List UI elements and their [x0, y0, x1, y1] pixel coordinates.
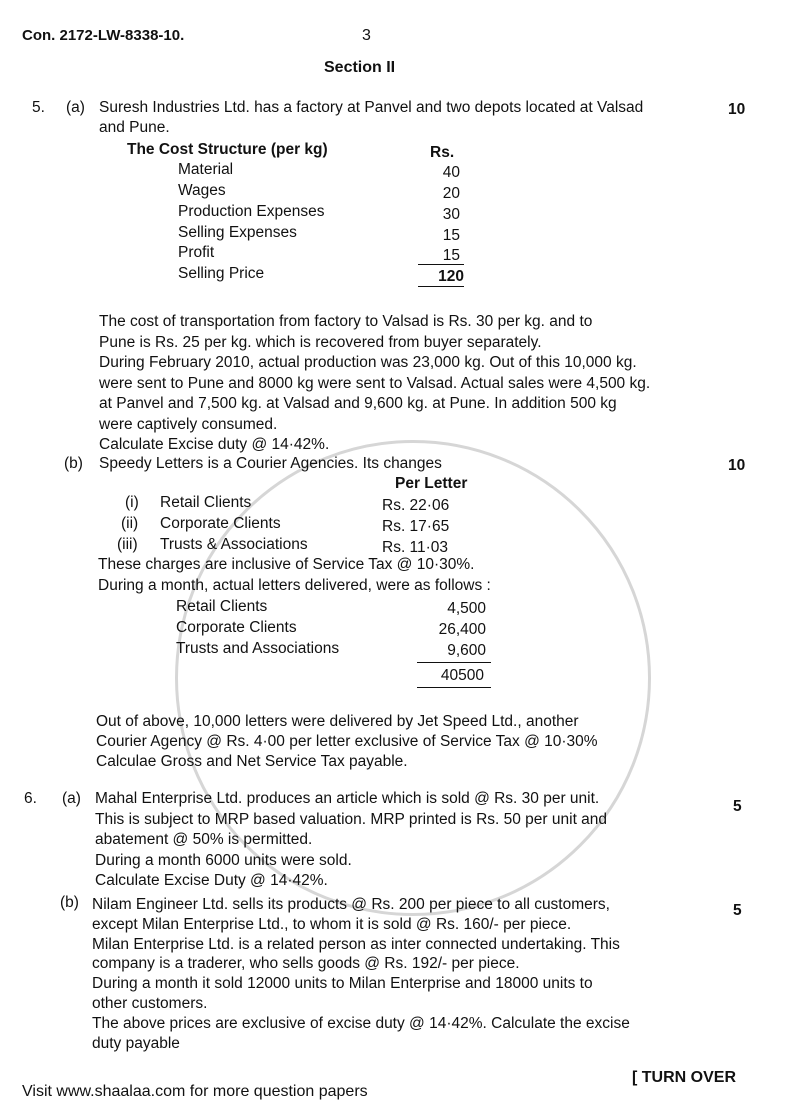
q6-number: 6. — [24, 790, 37, 807]
cost-row-value: 20 — [442, 185, 460, 202]
paragraph-line: Nilam Engineer Ltd. sells its products @ Rs. 200 per piece to all customers, — [92, 896, 610, 913]
delivery-label: Trusts and Associations — [176, 640, 340, 657]
q5a-marks: 10 — [728, 101, 746, 118]
q5a-label: (a) — [66, 99, 85, 116]
q6b-marks: 5 — [733, 902, 742, 919]
rate-label: Trusts & Associations — [160, 536, 308, 553]
rate-value: Rs. 22·06 — [382, 497, 450, 514]
paragraph-line: Pune is Rs. 25 per kg. which is recovered from buyer separately. — [99, 333, 542, 351]
cost-total-rule — [418, 286, 464, 287]
rate-num: (ii) — [121, 515, 139, 532]
cost-table-unit: Rs. — [430, 144, 455, 161]
per-letter-header: Per Letter — [395, 475, 468, 492]
q6a-label: (a) — [62, 790, 81, 807]
cost-row-value: 30 — [442, 206, 460, 223]
paragraph-line: During a month it sold 12000 units to Milan Enterprise and 18000 units to — [92, 975, 593, 993]
paragraph-line: Calculate Excise duty @ 14·42%. — [99, 436, 330, 453]
delivery-label: Retail Clients — [176, 598, 268, 615]
q6b-label: (b) — [60, 894, 79, 911]
page-number: 3 — [362, 27, 371, 44]
delivery-subtotal-rule — [417, 662, 491, 663]
rate-value: Rs. 11·03 — [382, 539, 449, 556]
paragraph-line: Milan Enterprise Ltd. is a related person as inter connected undertaking. This — [92, 935, 620, 953]
q5a-paragraph — [99, 312, 650, 456]
footer-visit-text: Visit www.shaalaa.com for more question papers — [22, 1083, 368, 1100]
paragraph-line: Out of above, 10,000 letters were delivered by Jet Speed Ltd., another — [96, 713, 579, 730]
q6a-text — [95, 789, 607, 892]
q5a-intro-line2: and Pune. — [99, 119, 170, 136]
paragraph-line: Courier Agency @ Rs. 4·00 per letter exclusive of Service Tax @ 10·30% — [96, 733, 598, 750]
paragraph-line: Mahal Enterprise Ltd. produces an article which is sold @ Rs. 30 per unit. — [95, 790, 600, 807]
q5b-note-line2: During a month, actual letters delivered, were as follows : — [98, 577, 491, 594]
paragraph-line: were sent to Pune and 8000 kg were sent to Valsad. Actual sales were 4,500 kg. — [99, 374, 651, 392]
rate-label: Corporate Clients — [160, 515, 281, 532]
q5b-intro: Speedy Letters is a Courier Agencies. Its changes — [99, 455, 442, 472]
cost-row-value: 40 — [442, 164, 460, 181]
rate-num: (i) — [125, 494, 139, 511]
cost-row-label: Material — [178, 161, 234, 178]
delivery-total: 40500 — [440, 667, 484, 684]
q5b-marks: 10 — [728, 457, 746, 474]
section-title: Section II — [324, 59, 396, 76]
paragraph-line: The cost of transportation from factory to Valsad is Rs. 30 per kg. and to — [99, 313, 593, 330]
paragraph-line: at Panvel and 7,500 kg. at Valsad and 9,600 kg. at Pune. In addition 500 kg — [99, 395, 617, 412]
paragraph-line: abatement @ 50% is permitted. — [95, 831, 313, 848]
paragraph-line: other customers. — [92, 994, 208, 1012]
cost-row-label: Production Expenses — [178, 203, 325, 220]
cost-subtotal-rule — [418, 264, 464, 265]
turn-over-label: [ TURN OVER — [632, 1069, 736, 1086]
cost-row-label: Wages — [178, 182, 226, 199]
q5b-closing — [96, 712, 598, 772]
q5b-note-line1: These charges are inclusive of Service Tax @ 10·30%. — [98, 556, 475, 573]
delivery-total-rule — [417, 687, 491, 688]
paper-code: Con. 2172-LW-8338-10. — [22, 27, 185, 44]
q5-number: 5. — [32, 99, 45, 116]
rate-value: Rs. 17·65 — [382, 518, 450, 535]
delivery-label: Corporate Clients — [176, 619, 297, 636]
paragraph-line: duty payable — [92, 1034, 180, 1052]
paragraph-line: The above prices are exclusive of excise duty @ 14·42%. Calculate the excise — [92, 1014, 630, 1032]
q5a-intro-line1: Suresh Industries Ltd. has a factory at Panvel and two depots located at Valsad — [99, 99, 644, 116]
delivery-value: 4,500 — [447, 600, 486, 617]
paragraph-line: were captively consumed. — [99, 415, 278, 433]
paragraph-line: This is subject to MRP based valuation. MRP printed is Rs. 50 per unit and — [95, 810, 608, 828]
cost-row-label: Selling Expenses — [178, 224, 297, 241]
paragraph-line: company is a traderer, who sells goods @ Rs. 192/- per piece. — [92, 955, 520, 973]
cost-row-label: Profit — [178, 244, 215, 261]
paragraph-line: Calculate Excise Duty @ 14·42%. — [95, 872, 328, 889]
paragraph-line: During February 2010, actual production was 23,000 kg. Out of this 10,000 kg. — [99, 354, 637, 371]
q6b-text — [92, 895, 630, 1053]
cost-row-label: Selling Price — [178, 265, 265, 282]
delivery-value: 9,600 — [447, 642, 486, 659]
paragraph-line: During a month 6000 units were sold. — [95, 851, 352, 869]
paragraph-line: Calculae Gross and Net Service Tax payable. — [96, 753, 408, 770]
paragraph-line: except Milan Enterprise Ltd., to whom it is sold @ Rs. 160/- per piece. — [92, 915, 572, 933]
delivery-value: 26,400 — [438, 621, 486, 638]
rate-num: (iii) — [117, 536, 138, 553]
q6a-marks: 5 — [733, 798, 742, 815]
cost-table-title: The Cost Structure (per kg) — [127, 141, 328, 158]
cost-row-value: 15 — [442, 227, 460, 244]
cost-row-value: 15 — [442, 247, 460, 264]
q5b-label: (b) — [64, 455, 83, 472]
rate-label: Retail Clients — [160, 494, 252, 511]
selling-price-value: 120 — [438, 268, 464, 285]
